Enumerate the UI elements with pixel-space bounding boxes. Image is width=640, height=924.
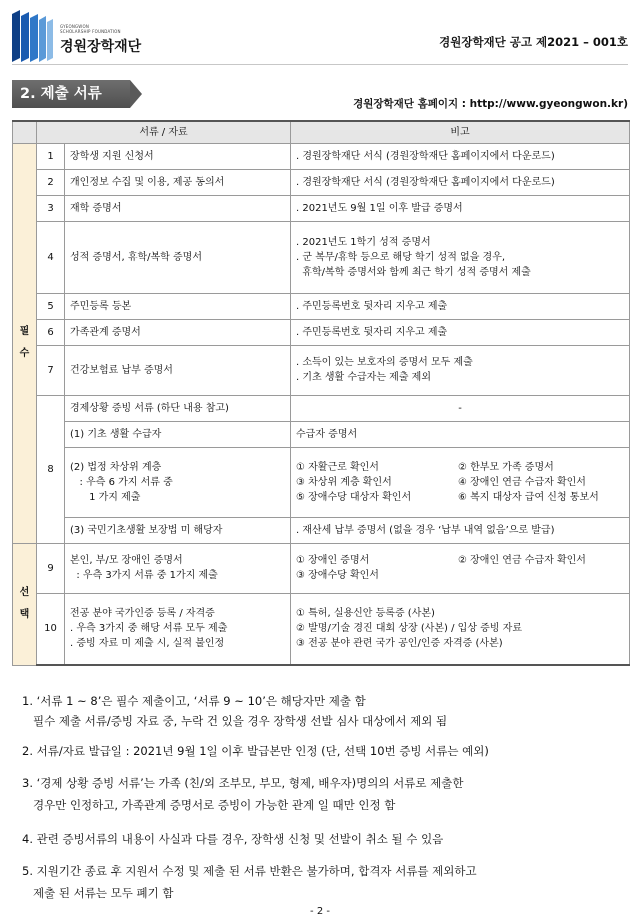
- document-note: . 소득이 있는 보호자의 증명서 모두 제출 . 기초 생활 수급자는 제출 제외: [291, 345, 630, 395]
- document-note: . 주민등록번호 뒷자리 지우고 제출: [291, 319, 630, 345]
- note-5-line1: 5. 지원기간 종료 후 지원서 수정 및 제출 된 서류 반환은 불가하며, 합격자 서류를 제외하고: [22, 864, 477, 878]
- document-note: ① 특허, 실용신안 등록증 (사본) ② 발명/기술 경진 대회 상장 (사본) / 입상 증빙 자료 ③ 전공 분야 관련 국가 공인/인증 자격증 (사본): [291, 593, 630, 665]
- table-header-row: [13, 121, 630, 143]
- row-number: 9: [37, 543, 65, 593]
- document-name: 전공 분야 국가인증 등록 / 자격증 . 우측 3가지 중 해당 서류 모두 제출 . 증빙 자료 미 제출 시, 실적 불인정: [65, 593, 291, 665]
- documents-table: [12, 120, 630, 666]
- document-name: 본인, 부/모 장애인 증명서 : 우측 3가지 서류 중 1가지 제출: [65, 543, 291, 593]
- row-number: 6: [37, 319, 65, 345]
- document-name: 경제상황 증빙 서류 (하단 내용 참고): [65, 395, 291, 421]
- row-number: 5: [37, 293, 65, 319]
- document-name: 성적 증명서, 휴학/복학 증명서: [65, 221, 291, 293]
- document-name: 가족관계 증명서: [65, 319, 291, 345]
- row-number: 4: [37, 221, 65, 293]
- document-note: ① 장애인 증명서 ② 장애인 연금 수급자 확인서 ③ 장애수당 확인서: [291, 543, 630, 593]
- document-note: . 2021년도 9월 1일 이후 발급 증명서: [291, 195, 630, 221]
- category-required: 필 수: [13, 143, 37, 543]
- document-name: 개인정보 수집 및 이용, 제공 동의서: [65, 169, 291, 195]
- header-divider: [12, 64, 628, 65]
- table-row: [13, 169, 630, 195]
- foundation-logo: [8, 6, 208, 68]
- document-note: ① 자활근로 확인서 ② 한부모 가족 증명서 ③ 차상위 계층 확인서 ④ 장애인 연금 수급자 확인서 ⑤ 장애수당 대상자 확인서 ⑥ 복지 대상자 급여 신청 통보서: [291, 447, 630, 517]
- document-note: . 주민등록번호 뒷자리 지우고 제출: [291, 293, 630, 319]
- document-note: 수급자 증명서: [291, 421, 630, 447]
- note-3-line1: 3. ‘경제 상황 증빙 서류’는 가족 (친/외 조부모, 부모, 형제, 배우자)명의의 서류로 제출한: [22, 776, 464, 790]
- note-1-line1: 1. ‘서류 1 ~ 8’은 필수 제출이고, ‘서류 9 ~ 10’은 해당자만 제출 함: [22, 694, 366, 708]
- section-title: 2. 제출 서류: [12, 80, 130, 108]
- header-notes: 비고: [291, 121, 630, 143]
- row-number: 8: [37, 395, 65, 543]
- document-note: . 2021년도 1학기 성적 증명서 . 군 복무/휴학 등으로 해당 학기 성적 없을 경우, 휴학/복학 증명서와 함께 최근 학기 성적 증명서 제출: [291, 221, 630, 293]
- document-name: (2) 법정 차상위 계층 : 우측 6 가지 서류 중 1 가지 제출: [65, 447, 291, 517]
- table-row: [13, 143, 630, 169]
- table-row: [13, 395, 630, 421]
- document-name: 건강보험료 납부 증명서: [65, 345, 291, 395]
- note-4: 4. 관련 증빙서류의 내용이 사실과 다를 경우, 장학생 신청 및 선발이 취소 될 수 있음: [22, 832, 444, 846]
- logo-subtitle-line2: SCHOLARSHIP FOUNDATION: [60, 29, 121, 34]
- document-note: . 재산세 납부 증명서 (없을 경우 ‘납부 내역 없음’으로 발급): [291, 517, 630, 543]
- table-row: [13, 221, 630, 293]
- notice-number: 경원장학재단 공고 제2021 – 001호: [439, 35, 628, 49]
- document-note: . 경원장학재단 서식 (경원장학재단 홈페이지에서 다운로드): [291, 143, 630, 169]
- note-2: 2. 서류/자료 발급일 : 2021년 9월 1일 이후 발급본만 인정 (단, 선택 10번 증빙 서류는 예외): [22, 744, 489, 758]
- logo-subtitle-line1: GYEONGWON: [60, 24, 90, 29]
- document-note: -: [291, 395, 630, 421]
- row-number: 3: [37, 195, 65, 221]
- category-optional: 선 택: [13, 543, 37, 665]
- logo-name: 경원장학재단: [60, 39, 142, 55]
- table-row: [13, 345, 630, 395]
- table-row: [13, 319, 630, 345]
- note-5-line2: 제출 된 서류는 모두 폐기 함: [22, 886, 174, 900]
- table-row: [13, 195, 630, 221]
- table-row: [13, 421, 630, 447]
- row-number: 7: [37, 345, 65, 395]
- row-number: 10: [37, 593, 65, 665]
- document-note: . 경원장학재단 서식 (경원장학재단 홈페이지에서 다운로드): [291, 169, 630, 195]
- row-number: 2: [37, 169, 65, 195]
- page-number: - 2 -: [310, 906, 330, 917]
- note-3-line2: 경우만 인정하고, 가족관계 증명서로 증빙이 가능한 관계 일 때만 인정 함: [22, 798, 396, 812]
- document-name: (3) 국민기초생활 보장법 미 해당자: [65, 517, 291, 543]
- note-1-line2: 필수 제출 서류/증빙 자료 중, 누락 건 있을 경우 장학생 선발 심사 대상에서 제외 됨: [22, 714, 448, 728]
- document-name: 주민등록 등본: [65, 293, 291, 319]
- table-row: [13, 593, 630, 665]
- section-title-arrow: [130, 80, 142, 108]
- document-name: (1) 기초 생활 수급자: [65, 421, 291, 447]
- document-name: 재학 증명서: [65, 195, 291, 221]
- header-blank: [13, 121, 37, 143]
- document-name: 장학생 지원 신청서: [65, 143, 291, 169]
- header-documents: 서류 / 자료: [37, 121, 291, 143]
- table-row: [13, 543, 630, 593]
- table-row: [13, 517, 630, 543]
- homepage-reference: 경원장학재단 홈페이지 : http://www.gyeongwon.kr): [353, 98, 628, 110]
- book-logo-icon: [8, 6, 58, 66]
- row-number: 1: [37, 143, 65, 169]
- table-row: [13, 447, 630, 517]
- table-row: [13, 293, 630, 319]
